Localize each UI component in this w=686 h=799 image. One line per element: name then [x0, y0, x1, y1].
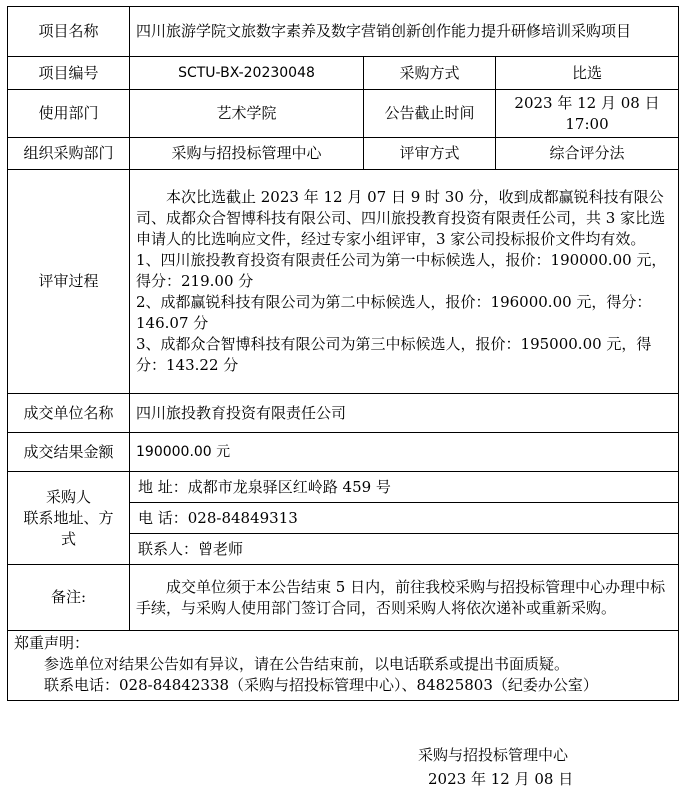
- review-method-label: 评审方式: [364, 138, 496, 170]
- process-intro: 本次比选截止 2023 年 12 月 07 日 9 时 30 分，收到成都赢锐科技有限公司、成都众合智博科技有限公司、四川旅投教育投资有限责任公司，共 3 家比选申请人的比选响应文件，经过专家小组评审，3 家公司投标报价文件均有效。: [136, 188, 666, 248]
- process-label: 评审过程: [8, 170, 130, 394]
- announcement-table: [7, 6, 679, 701]
- project-no-label: 项目编号: [8, 57, 130, 90]
- project-name-label: 项目名称: [8, 7, 130, 57]
- remark-label: 备注:: [8, 565, 130, 631]
- winner-value: 四川旅投教育投资有限责任公司: [130, 394, 679, 433]
- method-label: 采购方式: [364, 57, 496, 90]
- winner-label: 成交单位名称: [8, 394, 130, 433]
- process-item-3: 3、成都众合智博科技有限公司为第三中标候选人，报价：195000.00 元，得分：143.22 分: [136, 335, 652, 374]
- org-label: 组织采购部门: [8, 138, 130, 170]
- deadline-date: 2023 年 12 月 08 日: [514, 93, 660, 112]
- statement-line1: 参选单位对结果公告如有异议，请在公告结束前，以电话联系或提出书面质疑。: [44, 655, 570, 673]
- process-value: [130, 170, 679, 394]
- amount-label: 成交结果金额: [8, 433, 130, 472]
- remark-value: 成交单位须于本公告结束 5 日内，前往我校采购与招投标管理中心办理中标手续，与采购人使用部门签订合同，否则采购人将依次递补或重新采购。: [130, 565, 679, 631]
- buyer-phone: 电 话：028-84849313: [130, 503, 678, 534]
- buyer-contact-person: 联系人：曾老师: [138, 540, 244, 558]
- amount-value: 190000.00 元: [130, 433, 679, 472]
- dept-label: 使用部门: [8, 90, 130, 138]
- signature-date: 2023 年 12 月 08 日: [428, 770, 574, 788]
- deadline-value: [496, 90, 679, 138]
- project-no-value: SCTU-BX-20230048: [130, 57, 364, 90]
- process-item-2: 2、成都赢锐科技有限公司为第二中标候选人，报价：196000.00 元，得分：146.07 分: [136, 293, 652, 332]
- dept-value: 艺术学院: [130, 90, 364, 138]
- review-method-value: 综合评分法: [496, 138, 679, 170]
- buyer-label: [8, 472, 130, 565]
- buyer-contact: [130, 472, 679, 565]
- org-value: 采购与招投标管理中心: [130, 138, 364, 170]
- statement: [8, 631, 679, 701]
- deadline-label: 公告截止时间: [364, 90, 496, 138]
- buyer-address: 地 址：成都市龙泉驿区红岭路 459 号: [130, 472, 678, 503]
- method-value: 比选: [496, 57, 679, 90]
- buyer-label-line1: 采购人: [45, 487, 91, 506]
- buyer-label-line2: 联系地址、方: [23, 508, 114, 527]
- signature-org: 采购与招投标管理中心: [418, 746, 569, 764]
- process-item-1: 1、四川旅投教育投资有限责任公司为第一中标候选人，报价：190000.00 元，得分：219.00 分: [136, 251, 667, 290]
- statement-line2: 联系电话：028-84842338（采购与招投标管理中心）、84825803（纪委办公室）: [44, 676, 598, 694]
- deadline-time: 17:00: [565, 114, 609, 133]
- buyer-label-line3: 式: [60, 529, 76, 548]
- project-name-value: 四川旅游学院文旅数字素养及数字营销创新创作能力提升研修培训采购项目: [130, 7, 679, 57]
- statement-title: 郑重声明：: [14, 634, 90, 652]
